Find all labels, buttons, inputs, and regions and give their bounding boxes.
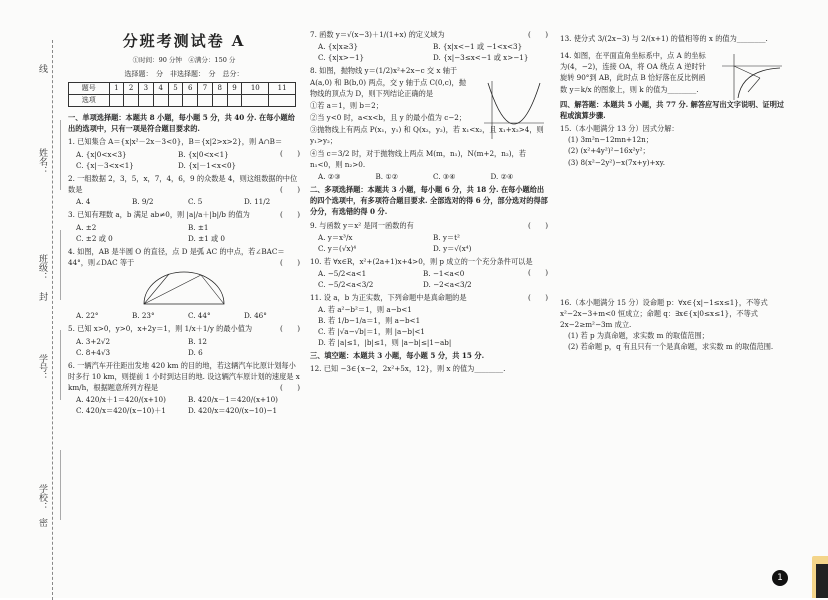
part-1: (1) 若 p 为真命题，求实数 m 的取值范围； — [568, 331, 709, 341]
option-a: A. 22° — [76, 311, 99, 321]
answer-table-num: 3 — [139, 83, 154, 95]
question-text: 8. 如图，抛物线 y＝(1/2)x²+2x−c 交 x 轴于 A(a,0) 和 B(b,0) 两点，交 y 轴于点 C(0,c)，抛物线的顶点为 D，则下列结论正确的是 — [310, 66, 466, 98]
part-3: (3) 8(x²−2y²)−x(7x+y)+xy. — [568, 157, 665, 167]
question-5-options — [76, 336, 300, 358]
answer-cell[interactable] — [212, 95, 227, 107]
question-11-options — [318, 304, 548, 349]
answer-table — [68, 82, 296, 107]
question-7 — [310, 29, 548, 40]
answer-cell[interactable] — [183, 95, 198, 107]
coordinate-figure — [720, 52, 784, 102]
option-b: B. 若 1/b−1/a＝1，则 a−b<1 — [318, 315, 421, 325]
option-a: A. {x|x≥3} — [318, 42, 359, 52]
answer-table-num: 2 — [124, 83, 139, 95]
option-d: D. 46° — [244, 311, 267, 321]
answer-table-num: 8 — [212, 83, 227, 95]
page-number: 1 — [772, 570, 788, 586]
part-2: (2) (x²+4y²)²−16x²y²； — [568, 146, 650, 156]
semicircle-shape — [144, 272, 224, 304]
option-a: A. 420/x＋1＝420/(x+10) — [76, 395, 166, 405]
column-2 — [310, 28, 548, 375]
student-id-label: 学号： — [37, 354, 47, 381]
option-b: B. {x|x<−1 或 −1<x<3} — [433, 42, 523, 52]
option-d: D. 420/x＝420/(x−10)−1 — [188, 406, 278, 416]
option-a: A. 3+2√2 — [76, 336, 111, 346]
question-text: 5. 已知 x>0，y>0，x+2y＝1，则 1/x＋1/y 的最小值为 — [68, 324, 253, 334]
answer-paren: ( ) — [528, 220, 548, 230]
chord-ac — [144, 275, 201, 304]
parabola-figure — [480, 79, 546, 141]
section-4-title: 四、解答题：本题共 5 小题，共 77 分. 解答应写出文字说明、证明过程或演算步骤. — [560, 99, 785, 120]
answer-table-header-row — [69, 83, 296, 95]
question-6-options — [76, 394, 300, 416]
question-15: 15.（本小题满分 13 分）因式分解： — [560, 124, 679, 134]
question-11 — [310, 292, 548, 303]
question-3 — [68, 209, 300, 220]
question-text: 9. 与函数 y＝x² 是同一函数的有 — [310, 220, 414, 230]
question-9-options — [318, 232, 548, 254]
answer-paren: ( ) — [528, 268, 548, 278]
answer-table-num: 9 — [227, 83, 242, 95]
answer-paren: ( ) — [280, 324, 300, 334]
option-a: A. ±2 — [76, 222, 97, 232]
option-d: D. 若 |a|≤1，|b|≤1，则 |a−b|≤|1−ab| — [318, 338, 452, 348]
question-5 — [68, 323, 300, 334]
answer-paren: ( ) — [528, 30, 548, 39]
answer-cell[interactable] — [168, 95, 183, 107]
option-d: D. ②④ — [490, 171, 514, 181]
answer-paren: ( ) — [528, 293, 548, 303]
question-4-options — [76, 310, 300, 321]
seal-label: 封 — [37, 292, 47, 301]
question-text: 14. 如图，在平面直角坐标系中，点 A 的坐标为(4，−2)，连接 OA，将 OA 绕点 A 逆时针旋转 90°到 AB，此时点 B 恰好落在反比例函数 y＝k/x 的图象上，则 k 的值为________. — [560, 51, 706, 94]
option-c: C. −5/2<a<3/2 — [318, 280, 374, 290]
option-b: B. ±1 — [188, 222, 209, 232]
part-1: (1) 3m²n−12mn+12n； — [568, 135, 653, 145]
option-a: A. y＝x³/x — [318, 232, 353, 242]
question-1-options — [76, 149, 280, 171]
segment-ab — [748, 78, 760, 92]
option-c: C. 5 — [188, 197, 203, 207]
question-text: 2. 一组数据 2，3，5，x，7，4，6，9 的众数是 4，则这组数据的中位数是 — [68, 173, 298, 195]
answer-paren: ( ) — [280, 258, 300, 268]
statement-3: ③抛物线上有两点 P(x₁，y₁) 和 Q(x₂，y₂)，若 x₁<x₂，且 x₁+x₂>4，则 y₁>y₂； — [310, 125, 544, 146]
option-a: A. {x|0<x<3} — [76, 149, 127, 159]
option-c: C. 8+4√3 — [76, 347, 111, 357]
option-b: B. ①② — [375, 171, 399, 181]
hyperbola-curve — [738, 68, 780, 98]
section-3-title: 三、填空题：本题共 3 小题，每小题 5 分，共 15 分. — [310, 351, 485, 361]
answer-table-num: 11 — [269, 83, 296, 95]
answer-table-num: 1 — [109, 83, 124, 95]
option-c: C. {x|－3<x<1} — [76, 160, 134, 170]
question-9 — [310, 220, 548, 231]
corner-shadow — [816, 564, 828, 598]
section-1-title: 一、单项选择题：本题共 8 小题，每小题 5 分，共 40 分. 在每小题给出的选项中，只有一项是符合题目要求的. — [68, 113, 295, 134]
answer-paren: ( ) — [280, 185, 300, 195]
question-text: 6. 一辆汽车开往距出发地 420 km 的目的地，若这辆汽车比原计划每小时多行 10 km，则提前 1 小时到达目的地. 设这辆汽车原计划的速度是 x km/h，根据题意所列方程是 — [68, 360, 300, 393]
answer-cell[interactable] — [139, 95, 154, 107]
option-d: D. 11/2 — [244, 197, 271, 207]
question-15-parts — [568, 134, 785, 167]
option-c: C. 420/x＝420/(x−10)＋1 — [76, 406, 166, 416]
question-text: 7. 函数 y＝√(x−3)＋1/(1+x) 的定义域为 — [310, 30, 445, 39]
name-fill-line — [60, 120, 62, 190]
column-3 — [560, 32, 785, 353]
answer-space — [560, 168, 785, 296]
class-label: 班级： — [37, 254, 47, 281]
school-fill-line — [60, 450, 62, 520]
chord-cb — [201, 275, 224, 304]
question-8 — [310, 65, 548, 182]
chord-ad — [144, 274, 169, 304]
question-14 — [560, 50, 785, 95]
option-d: D. y＝√(x⁴) — [433, 243, 472, 253]
option-b: B. −1<a<0 — [423, 269, 465, 279]
option-b: B. {x|0<x<1} — [178, 149, 229, 159]
cut-label: 密 — [37, 518, 47, 527]
statement-1: ①若 a＝1，则 b＝2； — [310, 100, 383, 110]
option-c: C. 44° — [188, 311, 211, 321]
option-a: A. 4 — [76, 197, 91, 207]
question-13: 13. 使分式 3/(2x−3) 与 2/(x+1) 的值相等的 x 的值为________. — [560, 34, 768, 43]
question-text: 11. 设 a，b 为正实数，下列命题中是真命题的是 — [310, 293, 467, 303]
answer-paren: ( ) — [280, 148, 300, 158]
answer-table-num: 5 — [168, 83, 183, 95]
section-2-title: 二、多项选择题：本题共 3 小题，每小题 6 分，共 18 分. 在每小题给出的四个选项中，有多项符合题目要求. 全部选对的得 6 分，部分选对的得部分分，有选错的得 0 分. — [310, 185, 548, 217]
answer-table-label: 选项 — [69, 95, 110, 107]
question-12: 12. 已知 −3∈{x−2，2x²+5x，12}，则 x 的值为________. — [310, 364, 506, 374]
answer-cell[interactable] — [109, 95, 124, 107]
option-d: D. 6 — [188, 347, 203, 357]
question-4 — [68, 246, 300, 268]
answer-cell[interactable] — [198, 95, 213, 107]
question-text: 4. 如图，AB 是半圆 O 的直径，点 D 是弧 AC 的中点，若∠BAC＝44°，则∠DAC 等于 — [68, 246, 285, 268]
school-label: 学校： — [37, 484, 47, 511]
answer-cell[interactable] — [242, 95, 269, 107]
answer-paren: ( ) — [280, 210, 300, 220]
binding-line — [52, 40, 53, 600]
page-title: 分班考测试卷 A — [122, 32, 246, 50]
answer-table-num: 7 — [198, 83, 213, 95]
question-8-options — [318, 171, 548, 182]
answer-cell[interactable] — [153, 95, 168, 107]
option-c: C. 若 |√a−√b|＝1，则 |a−b|<1 — [318, 326, 425, 336]
semicircle-figure — [139, 270, 229, 308]
score-summary: 选择题： 分 非选择题： 分 总分： — [124, 70, 244, 79]
option-b: B. 12 — [188, 336, 207, 346]
question-16: 16.（本小题满分 15 分）设命题 p：∀x∈{x|−1≤x≤1}，不等式 x²−2x−3+m<0 恒成立；命题 q：∃x∈{x|0≤x≤1}，不等式 2x−2≥m²−3m 成立. — [560, 297, 768, 330]
answer-table-num: 10 — [242, 83, 269, 95]
binding-line-label: 线 — [37, 64, 47, 73]
option-d: D. {x|－1<x<0} — [178, 160, 237, 170]
option-a: A. 若 a²−b²＝1，则 a−b<1 — [318, 304, 412, 314]
segment-oa — [734, 66, 760, 78]
column-1 — [68, 0, 300, 419]
exam-meta: ①时间：90 分钟 ④满分：150 分 — [132, 56, 236, 65]
question-10-options — [318, 268, 528, 290]
option-c: C. {x|x>−1} — [318, 53, 365, 63]
name-label: 姓名： — [37, 148, 47, 175]
answer-table-answer-row — [69, 95, 296, 107]
question-2-options — [76, 196, 300, 207]
statement-2: ②当 y<0 时，a<x<b，且 y 的最小值为 c−2； — [310, 113, 466, 123]
question-text: 10. 若 ∀x∈R，x²+(2a+1)x+4>0，则 p 成立的一个充分条件可以是 — [310, 256, 533, 266]
student-id-fill-line — [60, 330, 62, 400]
question-7-options — [318, 41, 548, 63]
class-fill-line — [60, 230, 62, 300]
option-b: B. 23° — [132, 311, 155, 321]
answer-cell[interactable] — [124, 95, 139, 107]
option-a: A. ②③ — [318, 171, 341, 181]
option-d: D. ±1 或 0 — [188, 233, 226, 243]
answer-cell[interactable] — [227, 95, 242, 107]
answer-cell[interactable] — [269, 95, 296, 107]
option-b: B. 9/2 — [132, 197, 154, 207]
answer-table-num: 6 — [183, 83, 198, 95]
question-text: 3. 已知有理数 a，b 满足 ab≠0，则 |a|/a＋|b|/b 的值为 — [68, 210, 250, 220]
question-text: 1. 已知集合 A＝{x|x²－2x－3<0}，B＝{x|2>x>2}，则 A∩B＝ — [68, 137, 283, 147]
option-b: B. 420/x－1＝420/(x+10) — [188, 395, 278, 405]
answer-table-num: 4 — [153, 83, 168, 95]
parabola-curve — [488, 83, 540, 124]
option-c: C. ±2 或 0 — [76, 233, 113, 243]
option-a: A. −5/2<a<1 — [318, 269, 367, 279]
option-d: D. {x|−3≤x<−1 或 x>−1} — [433, 53, 529, 63]
option-c: C. y＝(√x)⁴ — [318, 243, 357, 253]
statement-4: ④当 c＝3/2 时，对于抛物线上两点 M(m，n₁)，N(m+2，n₂)，若 n₁<0，则 n₂>0. — [310, 148, 526, 169]
answer-table-label: 题号 — [69, 83, 110, 95]
answer-paren: ( ) — [280, 383, 300, 393]
question-6 — [68, 360, 300, 393]
binding-margin — [8, 40, 64, 600]
question-16-parts — [568, 330, 785, 352]
question-3-options — [76, 222, 300, 244]
question-2 — [68, 173, 300, 195]
option-c: C. ③④ — [433, 171, 456, 181]
option-b: B. y＝t² — [433, 232, 460, 242]
part-2: (2) 若命题 p，q 有且只有一个是真命题，求实数 m 的取值范围. — [568, 342, 774, 352]
option-d: D. −2<a<3/2 — [423, 280, 472, 290]
